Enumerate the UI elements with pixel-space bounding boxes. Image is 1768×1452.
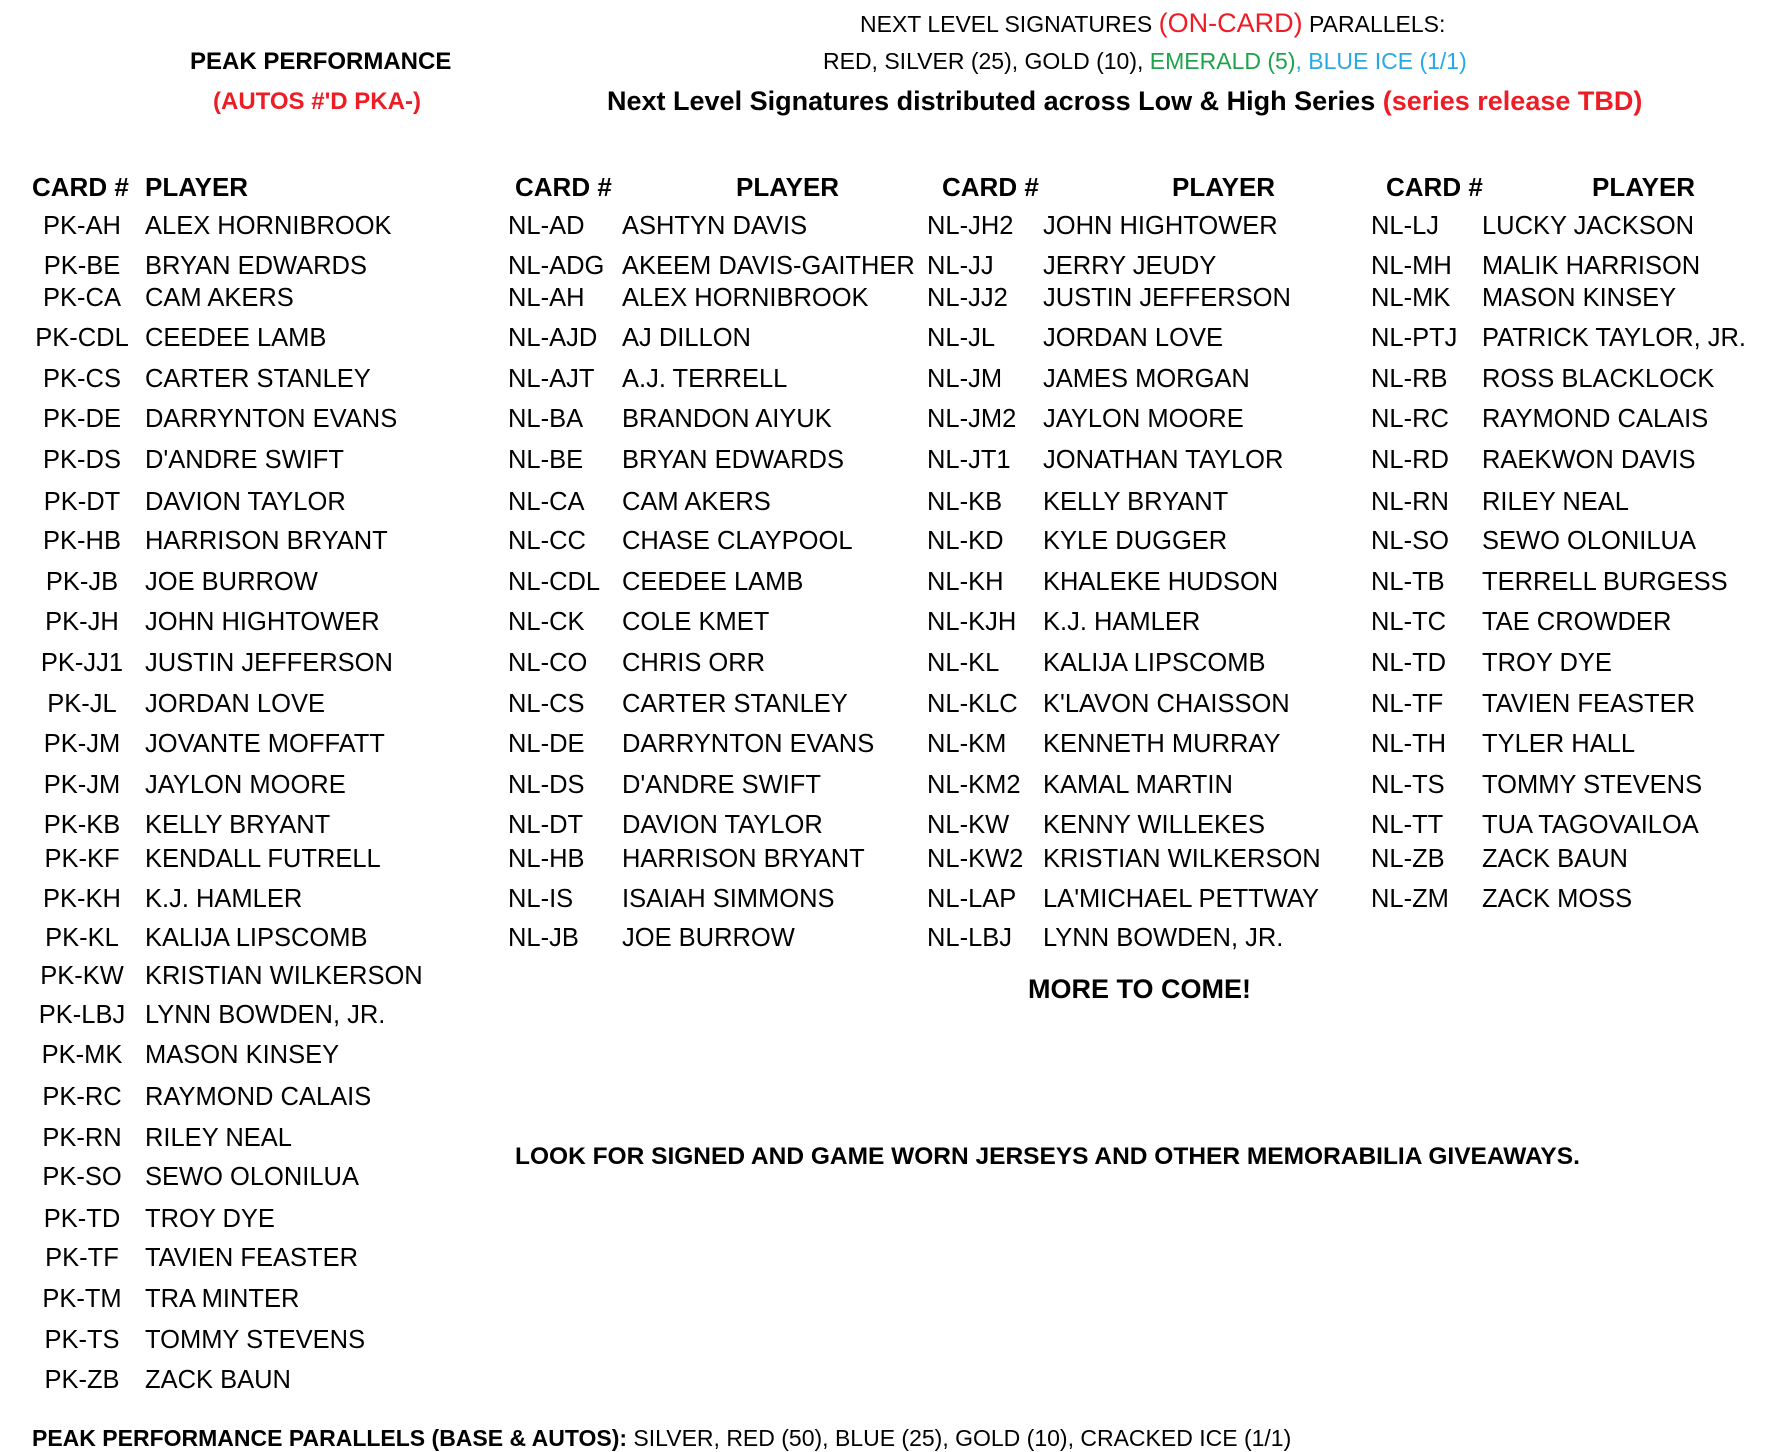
player-name: BRANDON AIYUK (622, 405, 832, 433)
card-code: NL-RC (1371, 405, 1449, 433)
card-code: NL-RD (1371, 446, 1449, 474)
player-name: LYNN BOWDEN, JR. (145, 1001, 386, 1029)
player-name: ROSS BLACKLOCK (1482, 365, 1715, 393)
card-code: NL-CC (508, 527, 586, 555)
card-code: NL-MK (1371, 284, 1451, 312)
player-name: TOMMY STEVENS (1482, 771, 1703, 799)
player-name: SEWO OLONILUA (145, 1163, 359, 1191)
card-code: PK-TM (42, 1285, 122, 1313)
card-code: PK-LBJ (38, 1001, 126, 1029)
player-name: TAVIEN FEASTER (1482, 690, 1696, 718)
nls-parallels (823, 48, 1467, 75)
player-name: JOHN HIGHTOWER (1043, 212, 1278, 240)
player-name: JOHN HIGHTOWER (145, 608, 380, 636)
player-name: D'ANDRE SWIFT (145, 446, 344, 474)
player-name: TAVIEN FEASTER (145, 1244, 359, 1272)
card-code: NL-RN (1371, 488, 1449, 516)
player-name: JAMES MORGAN (1043, 365, 1250, 393)
card-code: NL-CO (508, 649, 588, 677)
player-name: RAYMOND CALAIS (1482, 405, 1709, 433)
card-code: PK-JL (47, 690, 117, 718)
player-name: MASON KINSEY (1482, 284, 1677, 312)
card-code: PK-HB (43, 527, 121, 555)
card-code: PK-CS (43, 365, 121, 393)
nls-parallels-part1: RED, SILVER (25), GOLD (10), (823, 48, 1150, 74)
card-code: NL-DT (508, 811, 584, 839)
card-code: NL-KD (927, 527, 1004, 555)
distribution-main: Next Level Signatures distributed across Low & High Series (607, 86, 1383, 116)
player-name: KELLY BRYANT (1043, 488, 1229, 516)
card-code: PK-KH (43, 885, 121, 913)
card-code: NL-TT (1371, 811, 1444, 839)
player-name: JERRY JEUDY (1043, 252, 1217, 280)
player-name: TROY DYE (145, 1205, 275, 1233)
card-code: NL-TD (1371, 649, 1447, 677)
card-code: NL-LJ (1371, 212, 1440, 240)
nls-title-post: PARALLELS: (1302, 11, 1446, 37)
player-name: TOMMY STEVENS (145, 1326, 366, 1354)
card-code: PK-JB (45, 568, 119, 596)
player-name: JONATHAN TAYLOR (1043, 446, 1284, 474)
card-code: NL-TS (1371, 771, 1445, 799)
player-name: KHALEKE HUDSON (1043, 568, 1279, 596)
card-code: NL-KJH (927, 608, 1017, 636)
player-name: JORDAN LOVE (1043, 324, 1223, 352)
player-name: TAE CROWDER (1482, 608, 1672, 636)
player-name: LYNN BOWDEN, JR. (1043, 924, 1284, 952)
footer-values: SILVER, RED (50), BLUE (25), GOLD (10), CRACKED ICE (1/1) (627, 1425, 1292, 1451)
card-code: NL-DE (508, 730, 585, 758)
card-code: PK-BE (43, 252, 121, 280)
card-code: NL-JJ2 (927, 284, 1008, 312)
card-code: PK-SO (42, 1163, 122, 1191)
player-name: CAM AKERS (145, 284, 294, 312)
peak-player-header: PLAYER (145, 172, 249, 202)
card-code: PK-TF (45, 1244, 119, 1272)
card-code: NL-AH (508, 284, 585, 312)
player-name: LUCKY JACKSON (1482, 212, 1695, 240)
card-code: PK-ZB (44, 1366, 120, 1394)
card-code: NL-ADG (508, 252, 605, 280)
card-code: NL-KM (927, 730, 1007, 758)
distribution-tbd: (series release TBD) (1382, 86, 1643, 116)
player-name: DAVION TAYLOR (622, 811, 823, 839)
card-code: NL-LBJ (927, 924, 1013, 952)
nl3-player-header: PLAYER (1592, 172, 1696, 202)
player-name: SEWO OLONILUA (1482, 527, 1696, 555)
player-name: KELLY BRYANT (145, 811, 331, 839)
card-code: NL-DS (508, 771, 585, 799)
player-name: MASON KINSEY (145, 1041, 340, 1069)
player-name: RILEY NEAL (1482, 488, 1629, 516)
card-code: PK-DE (43, 405, 121, 433)
player-name: JAYLON MOORE (1043, 405, 1244, 433)
card-code: NL-JM2 (927, 405, 1017, 433)
player-name: DARRYNTON EVANS (622, 730, 875, 758)
card-code: NL-KW (927, 811, 1010, 839)
nls-title (860, 8, 1445, 39)
more-to-come: MORE TO COME! (1028, 974, 1252, 1004)
card-code: NL-JL (927, 324, 996, 352)
player-name: JUSTIN JEFFERSON (145, 649, 393, 677)
peak-card-header: CARD # (32, 172, 129, 202)
player-name: K.J. HAMLER (145, 885, 303, 913)
card-code: NL-KLC (927, 690, 1018, 718)
player-name: BRYAN EDWARDS (145, 252, 367, 280)
card-code: NL-ZB (1371, 845, 1445, 873)
player-name: AKEEM DAVIS-GAITHER (622, 252, 915, 280)
player-name: K.J. HAMLER (1043, 608, 1201, 636)
card-code: NL-HB (508, 845, 585, 873)
card-code: NL-AD (508, 212, 585, 240)
card-code: PK-KB (43, 811, 121, 839)
nls-parallels-emerald: EMERALD (5) (1149, 48, 1296, 74)
card-code: PK-JM (43, 730, 121, 758)
player-name: RILEY NEAL (145, 1124, 292, 1152)
player-name: ISAIAH SIMMONS (622, 885, 835, 913)
player-name: COLE KMET (622, 608, 770, 636)
memorabilia-note: LOOK FOR SIGNED AND GAME WORN JERSEYS AND OTHER MEMORABILIA GIVEAWAYS. (515, 1143, 1580, 1170)
nls-title-pre: NEXT LEVEL SIGNATURES (860, 11, 1159, 37)
nl2-player-header: PLAYER (1172, 172, 1276, 202)
card-code: NL-JH2 (927, 212, 1014, 240)
card-code: NL-KB (927, 488, 1003, 516)
player-name: MALIK HARRISON (1482, 252, 1701, 280)
card-code: PK-RN (42, 1124, 122, 1152)
card-code: NL-JJ (927, 252, 994, 280)
card-code: PK-KF (44, 845, 120, 873)
card-code: NL-KM2 (927, 771, 1021, 799)
card-code: NL-SO (1371, 527, 1449, 555)
player-name: JUSTIN JEFFERSON (1043, 284, 1291, 312)
nls-parallels-blueice: , BLUE ICE (1/1) (1295, 48, 1467, 74)
player-name: RAYMOND CALAIS (145, 1083, 372, 1111)
card-code: PK-AH (43, 212, 121, 240)
card-code: NL-AJD (508, 324, 598, 352)
player-name: KRISTIAN WILKERSON (1043, 845, 1321, 873)
nl3-card-header: CARD # (1386, 172, 1483, 202)
player-name: JOVANTE MOFFATT (145, 730, 385, 758)
player-name: CHRIS ORR (622, 649, 766, 677)
footer-label: PEAK PERFORMANCE PARALLELS (BASE & AUTOS): (32, 1425, 628, 1451)
card-code: NL-JM (927, 365, 1003, 393)
card-code: NL-JB (508, 924, 579, 952)
player-name: LA'MICHAEL PETTWAY (1043, 885, 1319, 913)
card-code: NL-CS (508, 690, 585, 718)
player-name: ZACK BAUN (145, 1366, 291, 1394)
player-name: K'LAVON CHAISSON (1043, 690, 1290, 718)
card-code: NL-KH (927, 568, 1004, 596)
player-name: TUA TAGOVAILOA (1482, 811, 1699, 839)
player-name: JORDAN LOVE (145, 690, 325, 718)
peak-subtitle: (AUTOS #'D PKA-) (213, 88, 421, 115)
player-name: TYLER HALL (1482, 730, 1636, 758)
card-code: PK-KL (45, 924, 119, 952)
peak-title: PEAK PERFORMANCE (190, 48, 452, 75)
card-code: PK-CDL (35, 324, 129, 352)
player-name: KENNY WILLEKES (1043, 811, 1266, 839)
distribution-note (607, 86, 1642, 117)
player-name: CHASE CLAYPOOL (622, 527, 853, 555)
card-code: NL-TB (1371, 568, 1445, 596)
player-name: JOE BURROW (622, 924, 795, 952)
player-name: ZACK MOSS (1482, 885, 1633, 913)
player-name: TROY DYE (1482, 649, 1612, 677)
card-code: NL-TF (1371, 690, 1444, 718)
card-code: NL-CDL (508, 568, 601, 596)
card-code: NL-KL (927, 649, 1000, 677)
player-name: CAM AKERS (622, 488, 771, 516)
nl1-player-header: PLAYER (736, 172, 840, 202)
player-name: HARRISON BRYANT (145, 527, 388, 555)
player-name: ALEX HORNIBROOK (145, 212, 392, 240)
card-code: PK-JJ1 (40, 649, 124, 677)
card-code: NL-AJT (508, 365, 595, 393)
player-name: CARTER STANLEY (145, 365, 371, 393)
card-code: NL-BE (508, 446, 584, 474)
player-name: KALIJA LIPSCOMB (1043, 649, 1266, 677)
nls-title-oncard: (ON-CARD) (1158, 8, 1303, 38)
card-code: PK-JH (45, 608, 119, 636)
player-name: KENDALL FUTRELL (145, 845, 381, 873)
player-name: AJ DILLON (622, 324, 751, 352)
card-code: PK-DT (43, 488, 121, 516)
player-name: ASHTYN DAVIS (622, 212, 808, 240)
player-name: CEEDEE LAMB (622, 568, 804, 596)
card-code: PK-TD (43, 1205, 121, 1233)
player-name: A.J. TERRELL (622, 365, 788, 393)
card-code: PK-MK (41, 1041, 123, 1069)
player-name: JOE BURROW (145, 568, 318, 596)
player-name: PATRICK TAYLOR, JR. (1482, 324, 1747, 352)
player-name: KRISTIAN WILKERSON (145, 962, 423, 990)
player-name: DAVION TAYLOR (145, 488, 346, 516)
player-name: JAYLON MOORE (145, 771, 346, 799)
player-name: TERRELL BURGESS (1482, 568, 1728, 596)
card-code: NL-LAP (927, 885, 1017, 913)
player-name: CEEDEE LAMB (145, 324, 327, 352)
player-name: D'ANDRE SWIFT (622, 771, 821, 799)
card-code: NL-PTJ (1371, 324, 1458, 352)
card-code: NL-TH (1371, 730, 1447, 758)
card-code: NL-CA (508, 488, 585, 516)
card-code: PK-DS (43, 446, 121, 474)
player-name: KYLE DUGGER (1043, 527, 1228, 555)
player-name: KAMAL MARTIN (1043, 771, 1233, 799)
player-name: BRYAN EDWARDS (622, 446, 844, 474)
player-name: HARRISON BRYANT (622, 845, 865, 873)
footer-parallels (32, 1425, 1291, 1452)
player-name: CARTER STANLEY (622, 690, 848, 718)
player-name: ALEX HORNIBROOK (622, 284, 869, 312)
player-name: RAEKWON DAVIS (1482, 446, 1696, 474)
card-code: NL-TC (1371, 608, 1447, 636)
player-name: KALIJA LIPSCOMB (145, 924, 368, 952)
card-code: NL-KW2 (927, 845, 1024, 873)
card-code: PK-TS (44, 1326, 120, 1354)
player-name: DARRYNTON EVANS (145, 405, 398, 433)
player-name: TRA MINTER (145, 1285, 300, 1313)
card-code: PK-RC (42, 1083, 122, 1111)
card-code: PK-JM (43, 771, 121, 799)
player-name: ZACK BAUN (1482, 845, 1628, 873)
card-code: NL-JT1 (927, 446, 1011, 474)
card-code: PK-KW (40, 962, 124, 990)
player-name: KENNETH MURRAY (1043, 730, 1281, 758)
nl2-card-header: CARD # (942, 172, 1039, 202)
card-code: NL-IS (508, 885, 574, 913)
nl1-card-header: CARD # (515, 172, 612, 202)
card-code: NL-ZM (1371, 885, 1449, 913)
card-code: NL-RB (1371, 365, 1448, 393)
card-code: NL-MH (1371, 252, 1452, 280)
card-code: NL-CK (508, 608, 585, 636)
card-code: PK-CA (43, 284, 121, 312)
card-code: NL-BA (508, 405, 584, 433)
